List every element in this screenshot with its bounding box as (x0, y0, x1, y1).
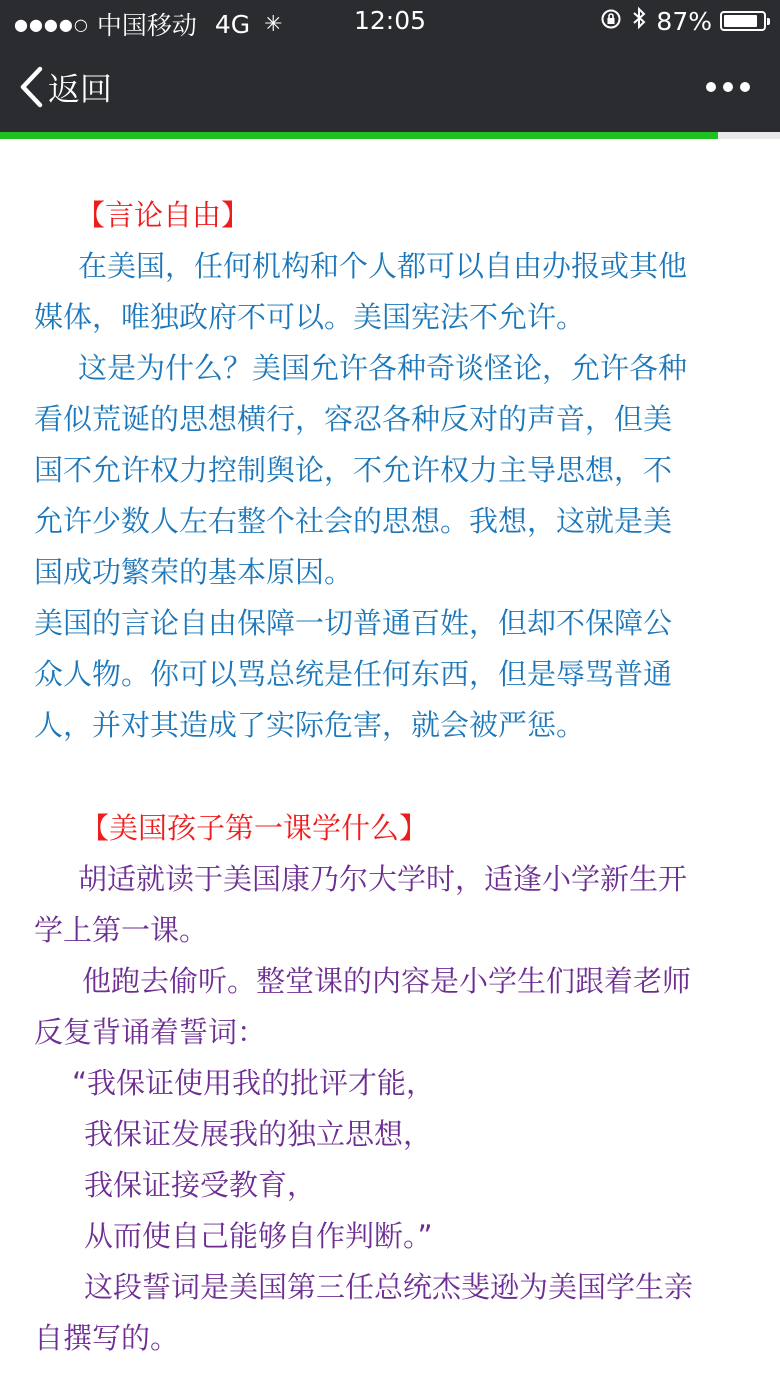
navigation-bar (0, 44, 780, 132)
page-load-progress (0, 132, 780, 139)
battery-icon (720, 11, 766, 31)
loading-spinner-icon: ✳ (264, 11, 283, 37)
more-dot-icon (740, 82, 750, 92)
paragraph-line: 自撰写的。 (34, 1321, 180, 1355)
pledge-line: 我保证发展我的独立思想， (84, 1117, 433, 1151)
more-dot-icon (706, 82, 716, 92)
network-type: 4G (214, 9, 251, 39)
more-options-button[interactable] (699, 82, 750, 92)
paragraph-line: 这是为什么？美国允许各种奇谈怪论，允许各种 (78, 351, 688, 385)
chevron-left-icon (18, 66, 44, 108)
section-heading: 【美国孩子第一课学什么】 (80, 811, 429, 845)
progress-fill (0, 132, 718, 139)
section-gap (0, 751, 780, 803)
paragraph-line: 学上第一课。 (34, 913, 209, 947)
paragraph-line: 胡适就读于美国康乃尔大学时，适逢小学新生开 (78, 862, 688, 896)
article-content (0, 190, 780, 1364)
battery-percent: 87% (656, 6, 712, 36)
status-time: 12:05 (353, 6, 427, 35)
pledge-line: 我保证接受教育， (84, 1168, 317, 1202)
paragraph-line: 看似荒诞的思想横行，容忍各种反对的声音，但美 (34, 402, 673, 436)
paragraph-line: 国成功繁荣的基本原因。 (34, 555, 354, 589)
paragraph-line: 众人物。你可以骂总统是任何东西，但是辱骂普通 (34, 657, 673, 691)
more-dot-icon (723, 82, 733, 92)
paragraph-line: 人，并对其造成了实际危害，就会被严惩。 (34, 708, 586, 742)
paragraph-line: 他跑去偷听。整堂课的内容是小学生们跟着老师 (82, 964, 692, 998)
paragraph-line: 在美国，任何机构和个人都可以自由办报或其他 (78, 249, 688, 283)
pledge-line: “我保证使用我的批评才能， (72, 1066, 436, 1100)
back-button[interactable] (18, 64, 112, 110)
rotation-lock-icon (600, 7, 622, 36)
battery-fill (724, 15, 757, 27)
paragraph-line: 美国的言论自由保障一切普通百姓，但却不保障公 (34, 606, 673, 640)
paragraph-line: 允许少数人左右整个社会的思想。我想，这就是美 (34, 504, 673, 538)
paragraph-line: 国不允许权力控制舆论，不允许权力主导思想，不 (34, 453, 673, 487)
paragraph-line: 媒体，唯独政府不可以。美国宪法不允许。 (34, 300, 586, 334)
pledge-line: 从而使自己能够自作判断。” (84, 1219, 433, 1253)
section-heading: 【言论自由】 (76, 198, 251, 232)
carrier-name: 中国移动 (96, 11, 197, 40)
paragraph-line: 反复背诵着誓词： (34, 1015, 267, 1049)
status-bar (0, 0, 780, 44)
paragraph-line: 这段誓词是美国第三任总统杰斐逊为美国学生亲 (84, 1270, 694, 1304)
signal-strength-icon: ●●●●○ (14, 14, 89, 34)
back-label: 返回 (48, 70, 113, 108)
bluetooth-icon (632, 6, 646, 36)
